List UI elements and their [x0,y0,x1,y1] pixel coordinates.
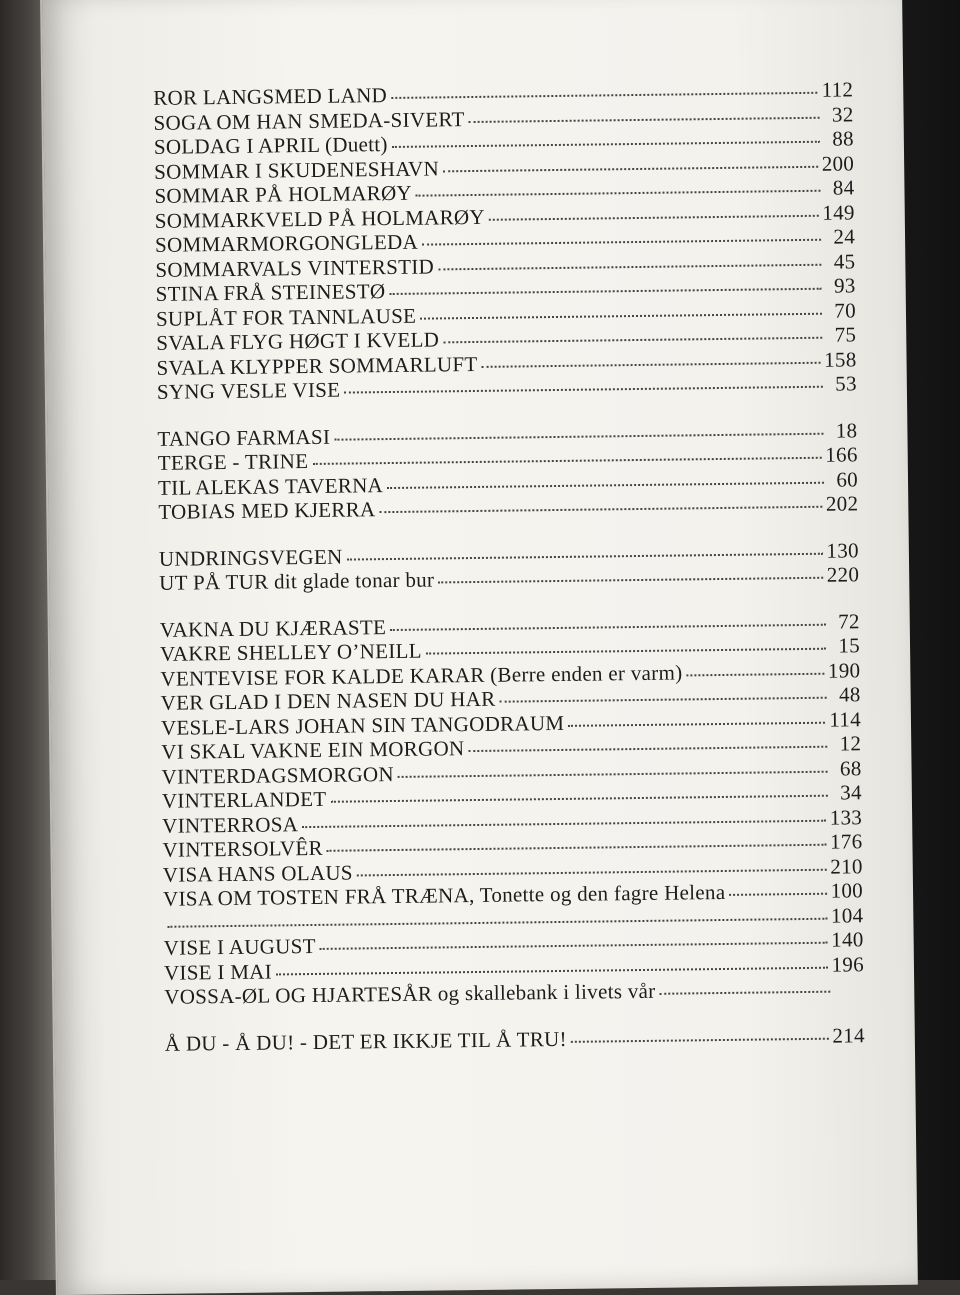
page-number: 18 [827,418,857,443]
entry-title: VISE I AUGUST [164,934,316,960]
page-number: 149 [822,200,855,225]
entry-title: SYNG VESLE VISE [157,378,341,405]
dot-leader [344,386,823,394]
entry-title: TANGO FARMASI [157,424,330,451]
dot-leader [469,116,820,122]
entry-title: SOMMARVALS VINTERSTID [155,254,434,282]
dot-leader [330,795,827,803]
page-number: 70 [826,298,856,323]
entry-title: VENTEVISE FOR KALDE KARAR (Berre enden er varm) [160,660,682,691]
page-number: 100 [830,878,863,903]
dot-leader [499,697,826,703]
entry-title: VINTERLANDET [162,787,327,814]
entry-title: VINTERSOLVÊR [162,836,323,862]
toc-group [157,418,858,525]
entry-title: VAKRE SHELLEY O’NEILL [160,639,422,667]
page-number: 32 [823,102,853,127]
page-number: 88 [824,126,854,151]
entry-title: SOLDAG I APRIL (Duett) [154,132,388,159]
dot-leader [443,337,822,344]
table-of-contents [153,77,865,1077]
dot-leader [729,893,826,896]
page-number: 176 [830,829,863,854]
page-number: 140 [831,927,864,952]
page-number: 220 [827,562,860,587]
dot-leader [686,672,824,676]
page-number: 72 [830,609,860,634]
page-number: 24 [825,224,855,249]
entry-title: TOBIAS MED KJERRA [158,497,375,524]
dot-leader [398,770,828,777]
entry-title: SVALA FLYG HØGT I KVELD [156,327,439,355]
page-number: 93 [825,273,855,298]
dot-leader [276,966,828,975]
dot-leader [468,746,827,752]
toc-entry [165,1023,865,1056]
entry-title: VISA OM TOSTEN FRÅ TRÆNA, Tonette og den fagre Helena [163,880,726,911]
page-number: 166 [825,442,858,467]
entry-title: Å DU - Å DU! - DET ER IKKJE TIL Å TRU! [165,1026,567,1055]
entry-title: VINTERDAGSMORGON [161,762,394,789]
dot-leader [312,457,821,465]
dot-leader [379,506,822,513]
entry-title: ROR LANGSMED LAND [153,83,387,110]
page-number: 196 [831,952,864,977]
page-number: 202 [826,491,859,516]
page-number: 114 [829,707,861,732]
dot-leader [571,1037,829,1042]
entry-title: SOMMARKVELD PÅ HOLMARØY [155,204,485,233]
dot-leader [482,361,821,367]
dot-leader [387,481,824,488]
entry-title: SOGA OM HAN SMEDA-SIVERT [153,107,464,135]
dot-leader [302,819,826,827]
entry-title: VISE I MAI [164,959,272,985]
book-page [40,0,918,1295]
entry-title: TERGE - TRINE [158,449,309,475]
entry-title: VISA HANS OLAUS [163,860,353,887]
page-number: 53 [827,371,857,396]
dot-leader [568,721,825,726]
dot-leader [391,92,818,99]
toc-group [153,77,857,404]
page-number: 12 [831,731,861,756]
page-number: 130 [826,538,859,563]
dot-leader [420,312,822,319]
dot-leader [357,868,827,876]
entry-title: SOMMAR PÅ HOLMARØY [154,181,412,209]
entry-title: UT PÅ TUR dit glade tonar bur [159,567,434,595]
entry-title: VINTERROSA [162,812,298,838]
page-number: 104 [831,903,864,928]
page-number: 15 [830,633,860,658]
dot-leader [489,214,818,220]
page-number: 200 [822,151,855,176]
dot-leader [320,942,828,950]
entry-title: SOMMARMORGONGLEDA [155,230,418,258]
dot-leader [426,648,826,655]
page-number: 45 [825,249,855,274]
dot-leader [443,165,818,172]
toc-group [165,1023,865,1056]
dot-leader [389,288,821,295]
dot-leader [422,239,821,246]
page-number: 210 [830,854,863,879]
entry-title: STINA FRÅ STEINESTØ [156,279,386,306]
entry-title: VI SKAL VAKNE EIN MORGON [161,736,464,764]
dot-leader [334,432,823,440]
dot-leader [392,141,820,148]
toc-group [160,609,865,1010]
page-number: 112 [821,77,853,102]
page-number: 60 [828,467,858,492]
page-number: 190 [828,658,861,683]
toc-group [159,538,860,596]
page-number: 75 [826,322,856,347]
dot-leader [438,263,821,270]
entry-title: VAKNA DU KJÆRASTE [160,615,387,642]
page-number: 34 [832,780,862,805]
entry-title: VER GLAD I DEN NASEN DU HAR [161,687,496,716]
entry-title: VESLE-LARS JOHAN SIN TANGODRAUM [161,710,565,739]
entry-title: SOMMAR I SKUDENESHAVN [154,156,439,184]
dot-leader [390,623,826,630]
entry-title: SVALA KLYPPER SOMMARLUFT [156,351,477,379]
dot-leader [438,577,823,584]
dot-leader [167,917,827,927]
entry-title: UNDRINGSVEGEN [159,544,343,571]
entry-title: TIL ALEKAS TAVERNA [158,473,383,500]
dot-leader [660,991,831,995]
page-number: 133 [830,805,863,830]
page-number: 68 [831,756,861,781]
dot-leader [346,552,822,560]
page-number: 214 [832,1023,865,1048]
page-number: 84 [824,175,854,200]
page-number: 158 [824,347,857,372]
entry-title: VOSSA-ØL OG HJARTESÅR og skallebank i livets vår [164,979,656,1009]
entry-title: SUPLÅT FOR TANNLAUSE [156,303,417,331]
page-number: 48 [830,682,860,707]
dot-leader [416,190,821,197]
dot-leader [327,844,826,852]
